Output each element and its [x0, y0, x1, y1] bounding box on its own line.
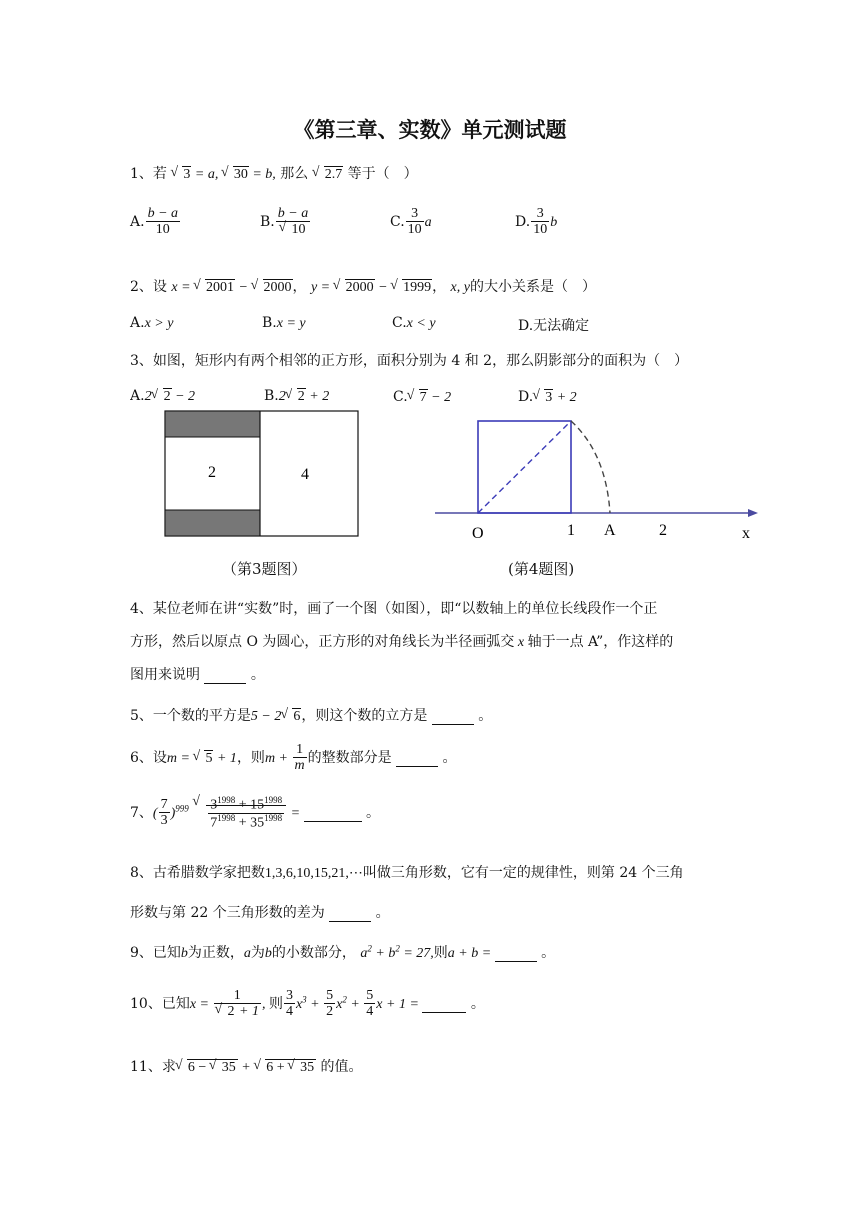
fig4-label-1: 1	[567, 522, 575, 539]
question-6: 6、设m = √ 5 + 1，则m + $\frac{1}{m}$ 的整数部分是 。	[130, 742, 457, 774]
question-4-line-3: 图用来说明 。	[130, 667, 265, 683]
q8-answer-blank[interactable]	[329, 905, 371, 922]
q3-option-d[interactable]: D.√ 3 + 2	[518, 389, 577, 406]
q2-option-c[interactable]: C.x < y	[392, 315, 436, 331]
q3-option-b[interactable]: B.2√ 2 + 2	[264, 388, 329, 400]
fig3-label-big: 4	[301, 466, 309, 483]
q7-answer-blank[interactable]	[304, 805, 362, 822]
q6-answer-blank[interactable]	[396, 750, 438, 767]
q3-option-c[interactable]: C.√ 7 − 2	[393, 389, 451, 406]
figure-4	[430, 408, 760, 548]
fig4-label-o: O	[472, 525, 484, 542]
question-5: 5、一个数的平方是5 − 2√ 6，则这个数的立方是 。	[130, 705, 492, 725]
fig3-label-small: 2	[208, 464, 216, 481]
question-1: 1、若 √ 3 = a, √ 30 = b, 那么 √ 2.7 等于（ ）	[130, 163, 418, 183]
fig4-label-2: 2	[659, 522, 667, 539]
question-9: 9、已知b为正数，a为b的小数部分， $a^2 + b^2 = 27$,则a + b = 。	[130, 943, 556, 961]
question-4-line-2: 方形，然后以原点 O 为圆心，正方形的对角线长为半径画弧交 x 轴于一点 A”，作这样的	[130, 634, 674, 650]
q3-option-a[interactable]: A.2√ 2 − 2	[130, 388, 195, 400]
q1-option-d[interactable]: D. $\frac{3}{10}$ b	[515, 206, 558, 238]
fig4-label-a: A	[604, 522, 616, 539]
question-7: 7、( $\frac{7}{3}$ )$^{999}$ √ $\frac{3^{1998} + 15^{1998}}{7^{1998} + 35^{1998}}$ = 。	[130, 796, 380, 831]
q2-option-b[interactable]: B.x = y	[262, 315, 306, 331]
question-4-line-1: 4、某位老师在讲“实数”时，画了一个图（如图），即“以数轴上的单位长线段作一个正	[130, 601, 658, 617]
question-11: 11、求√ 6 − √ 35 + √ 6 + √ 35 的值。	[130, 1056, 363, 1076]
question-3: 3、如图，矩形内有两个相邻的正方形，面积分别为 4 和 2，那么阴影部分的面积为（ ）	[130, 353, 689, 369]
fig3-caption: （第3题图）	[222, 560, 307, 578]
question-10: 10、已知x = 1 √ 2 + 1 , 则 $\frac{3}{4}$ $x^3$ + $\frac{5}{2}$ $x^2$ + $\frac{5}{4}$ x + 1 = 。	[130, 988, 485, 1020]
q9-answer-blank[interactable]	[495, 945, 537, 962]
q2-option-a[interactable]: A.x > y	[130, 315, 174, 331]
page-title: 《第三章、实数》单元测试题	[293, 118, 567, 142]
q1-option-c[interactable]: C. $\frac{3}{10}$ a	[390, 206, 432, 238]
question-8-line-1: 8、古希腊数学家把数1,3,6,10,15,21,⋯叫做三角形数，它有一定的规律性，则第 24 个三角	[130, 865, 684, 881]
fig4-label-x: x	[742, 525, 750, 542]
figure-3	[160, 408, 365, 540]
q2-option-d[interactable]: D.无法确定	[518, 318, 590, 334]
question-8-line-2: 形数与第 22 个三角形数的差为 。	[130, 905, 390, 921]
q10-answer-blank[interactable]	[422, 996, 466, 1013]
q1-option-b[interactable]: B. b − a √ 10	[260, 206, 311, 238]
q5-answer-blank[interactable]	[432, 708, 474, 725]
q4-answer-blank[interactable]	[204, 667, 246, 684]
q1-option-a[interactable]: A. $\frac{b - a}{10}$	[130, 206, 179, 238]
question-2: 2、设 x = √ 2001 − √ 2000， y = √ 2000 − √ 1999， x, y的大小关系是（ ）	[130, 276, 596, 296]
fig4-caption: (第4题图)	[508, 560, 575, 578]
